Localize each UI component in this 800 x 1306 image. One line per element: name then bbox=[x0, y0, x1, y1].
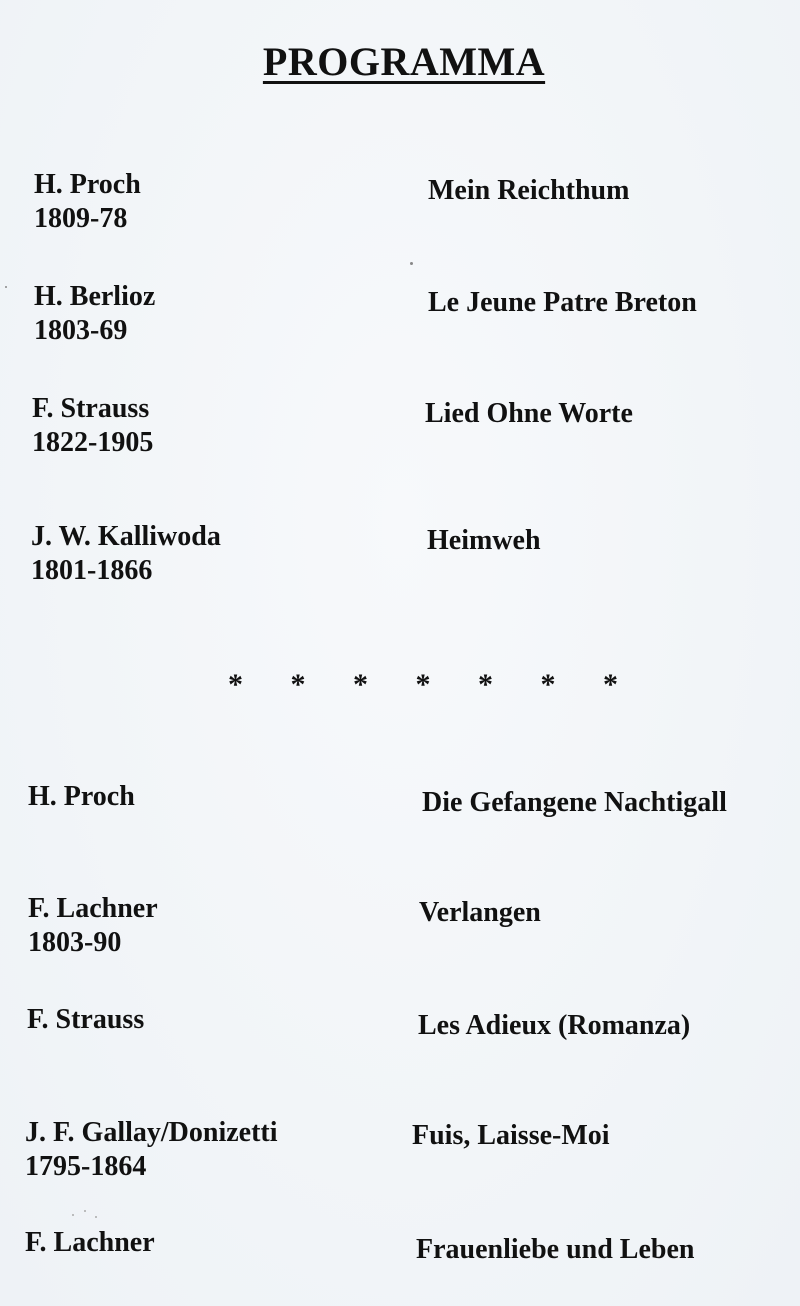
work-title: Heimweh bbox=[427, 525, 541, 556]
composer-name: F. Lachner bbox=[28, 893, 158, 924]
work-title: Les Adieux (Romanza) bbox=[418, 1010, 691, 1041]
composer-block bbox=[28, 780, 135, 814]
composer-name: J. F. Gallay/Donizetti bbox=[25, 1117, 278, 1148]
composer-years: 1803-90 bbox=[28, 927, 122, 958]
scan-speck bbox=[410, 262, 413, 265]
page-title bbox=[0, 38, 800, 85]
composer-block bbox=[28, 892, 158, 960]
work-title: Frauenliebe und Leben bbox=[416, 1234, 695, 1265]
work-title: Fuis, Laisse-Moi bbox=[412, 1120, 610, 1151]
composer-years: 1801-1866 bbox=[31, 555, 153, 586]
composer-name: H. Proch bbox=[34, 169, 141, 200]
composer-block bbox=[27, 1003, 144, 1037]
composer-years: 1795-1864 bbox=[25, 1151, 147, 1182]
composer-years: 1803-69 bbox=[34, 315, 128, 346]
composer-name: H. Proch bbox=[28, 781, 135, 812]
scan-speck bbox=[72, 1214, 74, 1216]
scan-speck bbox=[5, 286, 7, 288]
composer-block bbox=[34, 168, 141, 236]
work-title: Die Gefangene Nachtigall bbox=[422, 787, 727, 818]
work-title: Mein Reichthum bbox=[428, 175, 630, 206]
work-title: Verlangen bbox=[419, 897, 541, 928]
composer-years: 1809-78 bbox=[34, 203, 128, 234]
work-title: Lied Ohne Worte bbox=[425, 398, 633, 429]
composer-name: F. Strauss bbox=[27, 1004, 145, 1035]
page-title-text: PROGRAMMA bbox=[262, 39, 546, 84]
composer-name: H. Berlioz bbox=[34, 281, 156, 312]
composer-block bbox=[25, 1116, 278, 1184]
section-divider: * * * * * * * bbox=[228, 668, 638, 701]
composer-block bbox=[32, 392, 153, 460]
work-title: Le Jeune Patre Breton bbox=[428, 287, 697, 318]
composer-block bbox=[31, 520, 221, 588]
composer-name: F. Strauss bbox=[32, 393, 150, 424]
scan-speck bbox=[84, 1210, 86, 1212]
scan-speck bbox=[95, 1216, 97, 1218]
composer-years: 1822-1905 bbox=[32, 427, 154, 458]
composer-name: F. Lachner bbox=[25, 1227, 155, 1258]
composer-block bbox=[25, 1226, 155, 1260]
composer-name: J. W. Kalliwoda bbox=[31, 521, 221, 552]
composer-block bbox=[34, 280, 155, 348]
